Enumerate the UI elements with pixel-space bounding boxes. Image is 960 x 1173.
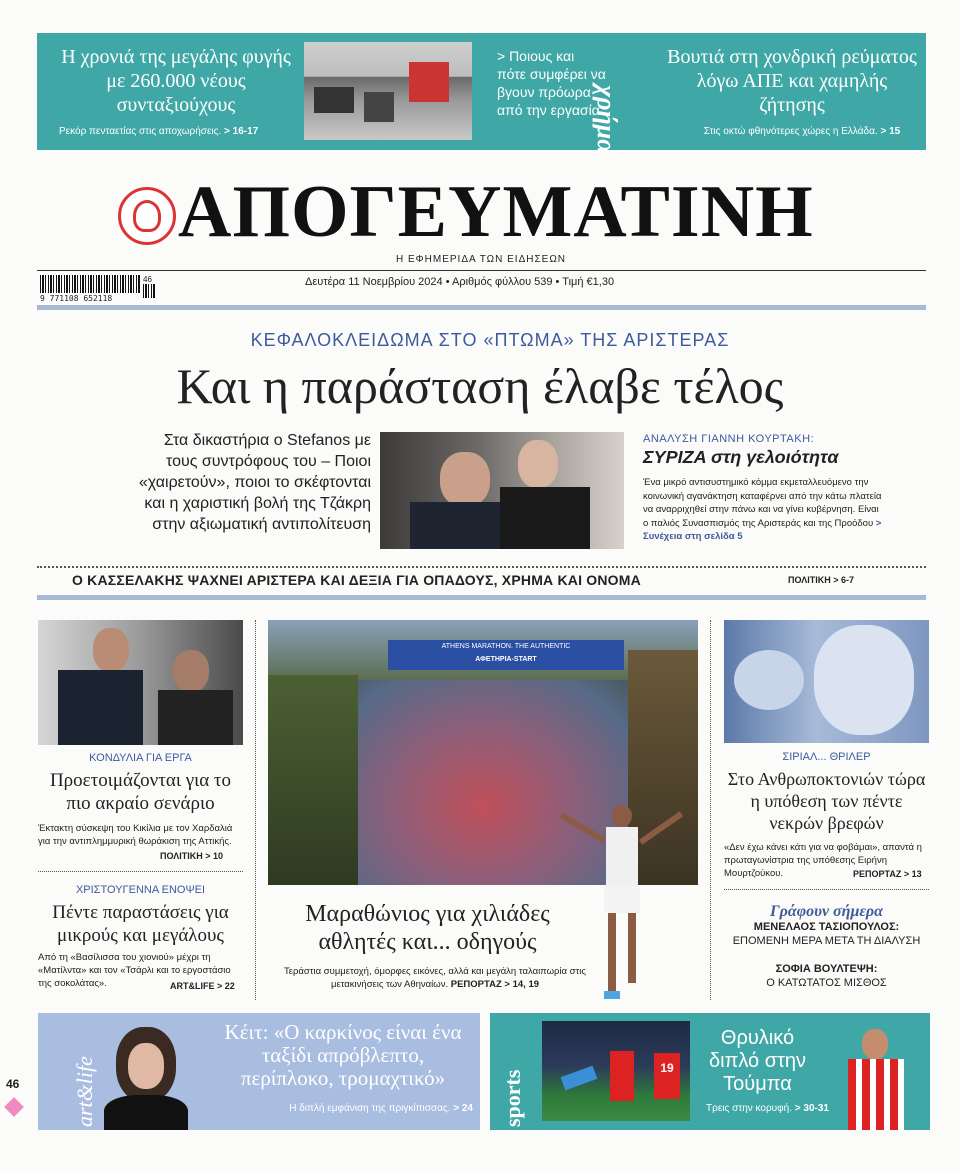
owl-icon xyxy=(133,200,161,232)
left1-text: Έκτακτη σύσκεψη του Κικίλια με τον Χαρδαλιά για την αντιπλημμυρική θωράκιση της Αττικής. xyxy=(38,823,233,847)
masthead-title: ΑΠΟΓΕΥΜΑΤΙΝΗ xyxy=(178,171,814,253)
lead-photo xyxy=(380,432,624,549)
col-rule-left xyxy=(255,620,256,1000)
left1-section: ΠΟΛΙΤΙΚΗ > 10 xyxy=(160,851,224,861)
left2-section: ART&LIFE > 22 xyxy=(170,981,235,991)
top-right-sub: Στις οκτώ φθηνότερες χώρες η Ελλάδα. > 15 xyxy=(703,126,901,137)
top-right-title[interactable]: Βουτιά στη χονδρική ρεύματος λόγω ΑΠΕ και χαμηλής ζήτησης xyxy=(667,46,917,116)
col-rule-right xyxy=(710,620,711,1000)
barcode-issue: 46 xyxy=(143,275,152,284)
left1-title[interactable]: Προετοιμάζονται για το πιο ακραίο σενάριο xyxy=(49,770,232,814)
banner-line2: ΑΦΕΤΗΡΙΑ-START xyxy=(475,656,537,663)
masthead-logo xyxy=(118,187,176,245)
office-photo xyxy=(304,42,472,140)
sports-sub: Τρεις στην κορυφή. > 30-31 xyxy=(706,1103,829,1114)
lead-bar xyxy=(37,305,926,310)
player-photo xyxy=(840,1029,920,1130)
kate-photo xyxy=(96,1027,196,1130)
left2-text: Από τη «Βασίλισσα του χιονιού» μέχρι τη «Ματίλντα» και τον «Τσάρλι και το εργοστάσιο της σοκολάτας». xyxy=(38,952,231,989)
lead-deck: Στα δικαστήρια ο Stefanos με τους συντρόφους του – Ποιοι «χαιρετούν», ποιοι το σκέφτονται και η χαριστική βολή της Τζάκρη στην αξιωματική αντιπολίτευση xyxy=(138,432,371,533)
writer1-name: ΜΕΝΕΛΑΟΣ ΤΑΣΙΟΠΟΥΛΟΣ: xyxy=(753,921,900,933)
right-text: «Δεν έχω κάνει κάτι για να φοβάμαι», απαντά η πρωταγωνίστρια της υπόθεσης Ειρήνη Μουρτζούκου. xyxy=(724,842,922,879)
banner-line1: ATHENS MARATHON. THE AUTHENTIC xyxy=(441,643,571,650)
dateline: Δευτέρα 11 Νοεμβρίου 2024 • Αριθμός φύλλου 539 • Τιμή €1,30 xyxy=(305,276,615,288)
top-banner xyxy=(37,33,926,154)
lead-headline[interactable]: Και η παράσταση έλαβε τέλος xyxy=(176,358,784,414)
kikilias-photo xyxy=(38,620,243,745)
right-divider xyxy=(724,889,929,890)
football-photo xyxy=(542,1021,690,1121)
right-kicker: ΣΙΡΙΑΛ... ΘΡΙΛΕΡ xyxy=(782,751,871,763)
left-divider xyxy=(38,871,243,872)
art-quote[interactable]: Κέιτ: «Ο καρκίνος είναι ένα ταξίδι απρόβλεπτο, περίπλοκο, τρομαχτικό» xyxy=(224,1020,462,1090)
lead-strap[interactable]: Ο ΚΑΣΣΕΛΑΚΗΣ ΨΑΧΝΕΙ ΑΡΙΣΤΕΡΑ ΚΑΙ ΔΕΞΙΑ ΓΙΑ ΟΠΑΔΟΥΣ, ΧΡΗΜΑ ΚΑΙ ΟΝΟΜΑ xyxy=(72,572,641,588)
top-mid-text[interactable]: > Ποιους και πότε συμφέρει να βγουν πρόωρα από την εργασία xyxy=(497,48,606,118)
right-title[interactable]: Στο Ανθρωποκτονιών τώρα η υπόθεση των πέντε νεκρών βρεφών xyxy=(727,769,926,833)
barcode-addon xyxy=(143,284,155,298)
baby-photo xyxy=(724,620,929,743)
section-label-money: χρήμα xyxy=(592,85,621,154)
art-sub: Η διπλή εμφάνιση της πριγκίπισσας. > 24 xyxy=(289,1103,473,1114)
writer2-name: ΣΟΦΙΑ ΒΟΥΛΤΕΨΗ: xyxy=(775,963,878,975)
sports-section-label: sports xyxy=(500,1069,525,1127)
right-section: ΡΕΠΟΡΤΑΖ > 13 xyxy=(853,869,922,879)
top-left-sub: Ρεκόρ πενταετίας στις αποχωρήσεις. > 16-17 xyxy=(59,126,259,137)
top-left-title[interactable]: Η χρονιά της μεγάλης φυγής με 260.000 νέους συνταξιούχους xyxy=(61,46,291,116)
writers-heading: Γράφουν σήμερα xyxy=(769,903,883,920)
sports-title[interactable]: Θρυλικό διπλό στην Τούμπα xyxy=(708,1027,807,1095)
jersey-number: 19 xyxy=(654,1053,680,1099)
strap-section: ΠΟΛΙΤΙΚΗ > 6-7 xyxy=(788,575,855,585)
barcode xyxy=(40,275,140,293)
strap-bar xyxy=(37,595,926,600)
marathon-text: Τεράστια συμμετοχή, όμορφες εικόνες, αλλά και μεγάλη ταλαιπωρία στις μετακινήσεις των Αθηναίων. ΡΕΠΟΡΤΑΖ > 14, 19 xyxy=(284,966,586,990)
masthead-tagline: Η ΕΦΗΜΕΡΙΔΑ ΤΩΝ ΕΙΔΗΣΕΩΝ xyxy=(396,254,567,265)
lead-kicker: ΚΕΦΑΛΟΚΛΕΙΔΩΜΑ ΣΤΟ «ΠΤΩΜΑ» ΤΗΣ ΑΡΙΣΤΕΡΑΣ xyxy=(250,330,730,350)
art-section-label: art&life xyxy=(72,1056,97,1127)
left2-kicker: ΧΡΙΣΤΟΥΓΕΝΝΑ ΕΝΟΨΕΙ xyxy=(75,884,206,896)
barcode-number: 9 771108 652118 xyxy=(40,294,113,303)
masthead-rule xyxy=(37,270,926,271)
left1-kicker: ΚΟΝΔΥΛΙΑ ΓΙΑ ΕΡΓΑ xyxy=(89,752,192,764)
strap-rule-top xyxy=(37,566,926,568)
analysis-text: Ένα μικρό αντισυστημικό κόμμα εκμεταλλευόμενο την κοινωνική αγανάκτηση καταφέρνει από την κάτω πλατεία να αναρριχηθεί στην πάνω και να γίνει κυβέρνηση. Είναι ο παλιός Συνασπισμός της Αριστεράς και της Προόδου > Συνέχεια στη σελίδα 5 xyxy=(643,477,882,542)
writer1-title[interactable]: ΕΠΟΜΕΝΗ ΜΕΡΑ ΜΕΤΑ ΤΗ ΔΙΑΛΥΣΗ xyxy=(732,935,921,947)
marathon-title[interactable]: Μαραθώνιος για χιλιάδες αθλητές και... οδηγούς xyxy=(305,901,550,955)
analysis-title[interactable]: ΣΥΡΙΖΑ στη γελοιότητα xyxy=(643,447,839,467)
sports-banner xyxy=(490,1013,930,1130)
diamond-icon xyxy=(4,1097,24,1117)
start-banner xyxy=(388,640,624,670)
art-banner xyxy=(38,1013,480,1130)
page-number: 46 xyxy=(6,1077,20,1091)
writer2-title[interactable]: Ο ΚΑΤΩΤΑΤΟΣ ΜΙΣΘΟΣ xyxy=(766,977,887,989)
left2-title[interactable]: Πέντε παραστάσεις για μικρούς και μεγάλους xyxy=(52,902,229,946)
analysis-label: ΑΝΑΛΥΣΗ ΓΙΑΝΝΗ ΚΟΥΡΤΑΚΗ: xyxy=(643,433,815,445)
